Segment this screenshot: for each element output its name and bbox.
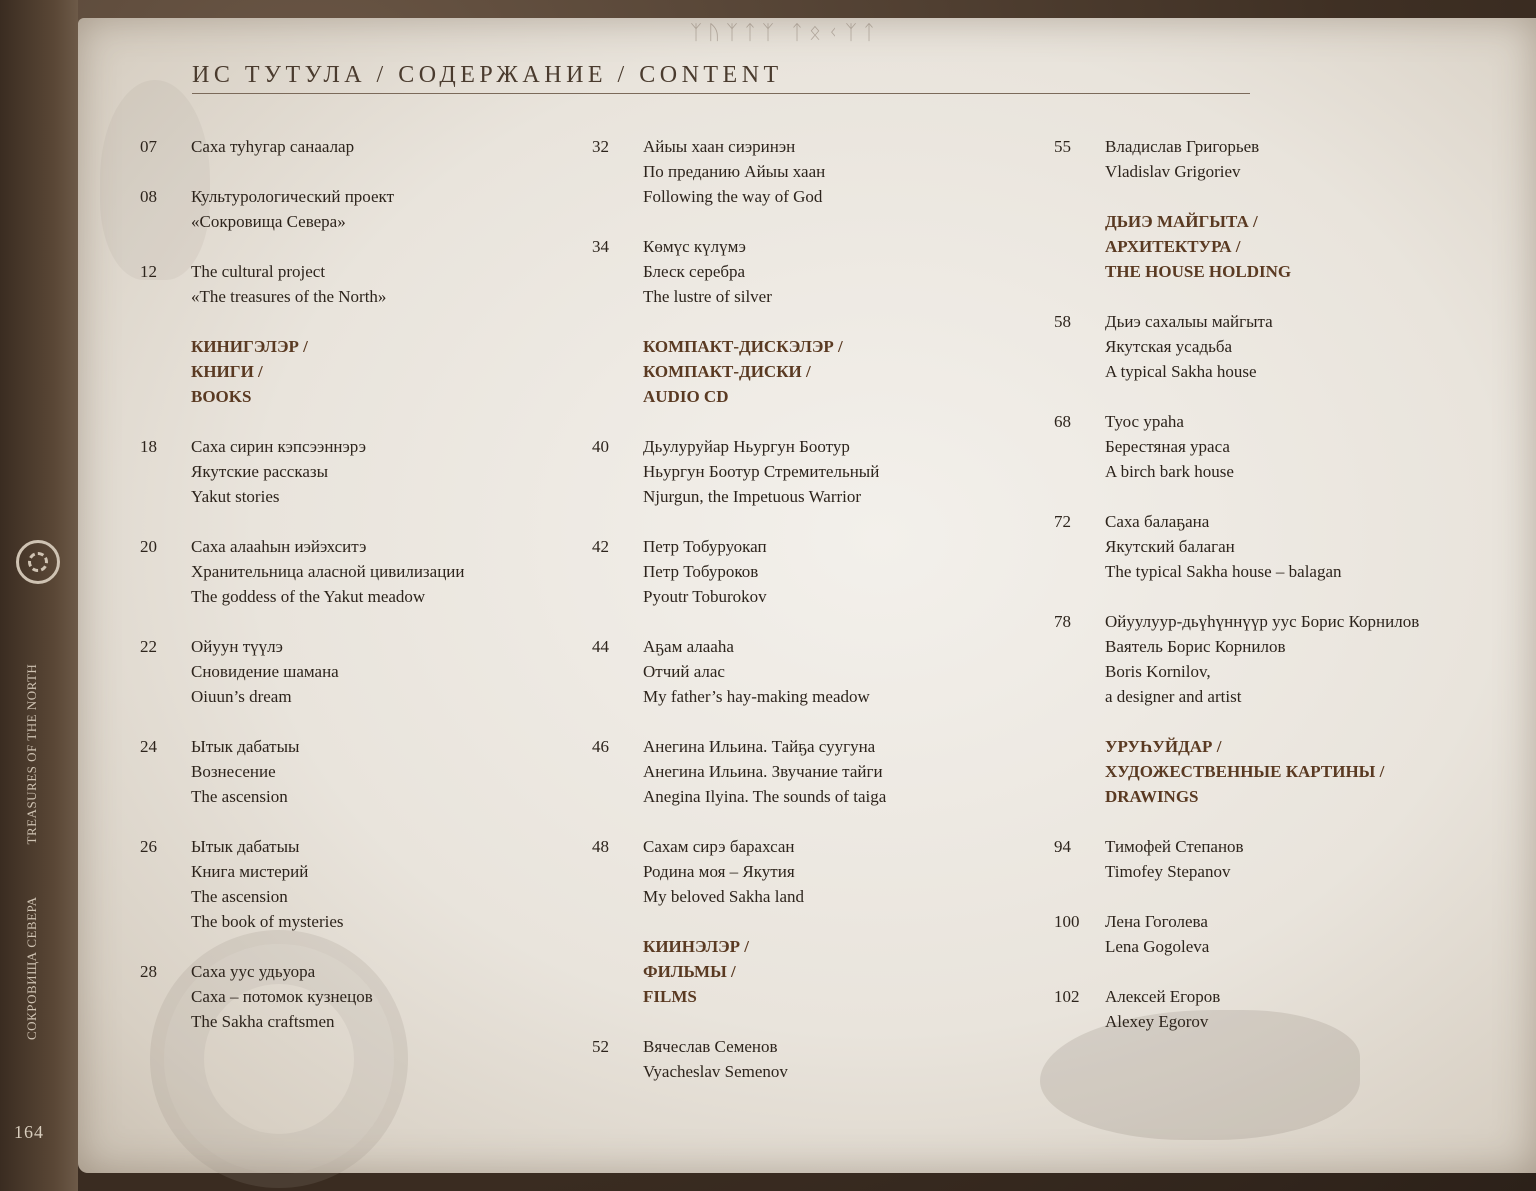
- toc-entry-page-number: 24: [140, 737, 157, 756]
- toc-entry: [1054, 609, 1524, 709]
- toc-entry-title-line: Дьулуруйар Ньургун Боотур: [643, 437, 850, 456]
- toc-entry-title-line: My beloved Sakha land: [643, 887, 804, 906]
- toc-entry-title-line: Alexey Egorov: [1105, 1012, 1209, 1031]
- toc-entry-page-number: 100: [1054, 912, 1080, 931]
- toc-entry-title-line: The ascension: [191, 787, 288, 806]
- toc-entry-title-line: Anegina Ilyina. The sounds of taiga: [643, 787, 887, 806]
- toc-entry-titles: [191, 134, 580, 159]
- toc-entry-title-line: Аҕам алааһа: [643, 637, 734, 656]
- toc-entry-title-line: Boris Kornilov,: [1105, 662, 1211, 681]
- title-underline: [192, 93, 1250, 94]
- toc-entry-title-line: Якутские рассказы: [191, 462, 329, 481]
- toc-entry-title-line: Тимофей Степанов: [1105, 837, 1244, 856]
- toc-entry-title-line: Lena Gogoleva: [1105, 937, 1210, 956]
- toc-section-heading: [592, 934, 1032, 1009]
- toc-entry-title-line: Книга мистерий: [191, 862, 309, 881]
- toc-section-heading-line: BOOKS: [191, 387, 252, 406]
- toc-entry-titles: [1105, 834, 1524, 884]
- toc-entry-title-line: Якутская усадьба: [1105, 337, 1233, 356]
- toc-entry-page-number: 72: [1054, 512, 1071, 531]
- toc-entry-page-number: 78: [1054, 612, 1071, 631]
- toc-entry: [1054, 509, 1524, 584]
- toc-entry-title-line: Сновидение шамана: [191, 662, 339, 681]
- toc-entry-titles: [191, 834, 580, 934]
- toc-entry-titles: [643, 834, 1032, 909]
- toc-entry-title-line: Ытык дабатыы: [191, 837, 300, 856]
- toc-entry-titles: [643, 634, 1032, 709]
- toc-entry-title-line: Саха туһугар санаалар: [191, 137, 355, 156]
- toc-section-heading-line: ФИЛЬМЫ /: [643, 962, 736, 981]
- toc-section-heading-line: FILMS: [643, 987, 697, 1006]
- toc-entry-title-line: Лена Гоголева: [1105, 912, 1208, 931]
- toc-column-3: [1054, 134, 1524, 1059]
- toc-entry-page-number: 42: [592, 537, 609, 556]
- toc-entry: [592, 234, 1032, 309]
- toc-entry-titles: [191, 434, 580, 509]
- toc-entry-title-line: Анегина Ильина. Звучание тайги: [643, 762, 883, 781]
- toc-entry-page-number: 102: [1054, 987, 1080, 1006]
- toc-entry-title-line: Vyacheslav Semenov: [643, 1062, 788, 1081]
- toc-entry-title-line: «Сокровища Севера»: [191, 212, 346, 231]
- emblem-icon: [16, 540, 60, 584]
- toc-entry: [1054, 984, 1524, 1034]
- toc-entry-title-line: Культурологический проект: [191, 187, 395, 206]
- toc-section-heading-line: ХУДОЖЕСТВЕННЫЕ КАРТИНЫ /: [1105, 762, 1385, 781]
- toc-entry-title-line: Ваятель Борис Корнилов: [1105, 637, 1286, 656]
- toc-entry-titles: [643, 134, 1032, 209]
- toc-entry-titles: [643, 734, 1032, 809]
- toc-entry-title-line: Петр Тобуроков: [643, 562, 759, 581]
- toc-entry-titles: [1105, 984, 1524, 1034]
- toc-entry-title-line: The Sakha craftsmen: [191, 1012, 335, 1031]
- toc-section-heading: [140, 334, 580, 409]
- toc-entry-titles: [1105, 909, 1524, 959]
- toc-entry-titles: [1105, 409, 1524, 484]
- toc-entry-title-line: Вячеслав Семенов: [643, 1037, 778, 1056]
- toc-entry-title-line: The book of mysteries: [191, 912, 344, 931]
- toc-section-heading-line: THE HOUSE HOLDING: [1105, 262, 1292, 281]
- toc-entry-page-number: 22: [140, 637, 157, 656]
- toc-entry: [592, 834, 1032, 909]
- toc-entry-title-line: A birch bark house: [1105, 462, 1234, 481]
- toc-entry-title-line: Родина моя – Якутия: [643, 862, 795, 881]
- toc-entry-title-line: Pyoutr Toburokov: [643, 587, 767, 606]
- toc-entry-title-line: The cultural project: [191, 262, 326, 281]
- toc-entry-title-line: Саха уус удьуора: [191, 962, 316, 981]
- toc-section-heading-line: AUDIO CD: [643, 387, 729, 406]
- toc-entry-title-line: «The treasures of the North»: [191, 287, 387, 306]
- toc-entry-titles: [191, 959, 580, 1034]
- toc-entry-title-line: Туос ураһа: [1105, 412, 1184, 431]
- toc-entry-page-number: 28: [140, 962, 157, 981]
- toc-entry: [592, 734, 1032, 809]
- toc-entry-titles: [1105, 309, 1524, 384]
- toc-entry: [140, 184, 580, 234]
- toc-entry: [592, 134, 1032, 209]
- toc-entry-title-line: My father’s hay-making meadow: [643, 687, 870, 706]
- toc-entry: [592, 434, 1032, 509]
- toc-entry: [140, 634, 580, 709]
- toc-entry-title-line: Following the way of God: [643, 187, 823, 206]
- toc-entry: [140, 534, 580, 609]
- toc-entry-title-line: Ойуулуур-дьүһүннүүр уус Борис Корнилов: [1105, 612, 1420, 631]
- toc-entry: [1054, 309, 1524, 384]
- toc-entry: [140, 434, 580, 509]
- toc-section-heading-line: КИИНЭЛЭР /: [643, 937, 750, 956]
- toc-entry: [1054, 134, 1524, 184]
- toc-entry-title-line: a designer and artist: [1105, 687, 1242, 706]
- side-vertical-text: [24, 440, 40, 1040]
- toc-entry-title-line: Петр Тобуруокап: [643, 537, 767, 556]
- toc-entry-title-line: Алексей Егоров: [1105, 987, 1221, 1006]
- toc-entry-titles: [1105, 509, 1524, 584]
- toc-entry-titles: [643, 434, 1032, 509]
- toc-entry-title-line: Yakut stories: [191, 487, 280, 506]
- toc-entry-title-line: The ascension: [191, 887, 288, 906]
- toc-section-heading-line: КИНИГЭЛЭР /: [191, 337, 308, 356]
- toc-entry-title-line: Vladislav Grigoriev: [1105, 162, 1241, 181]
- toc-entry-title-line: The typical Sakha house – balagan: [1105, 562, 1342, 581]
- toc-entry-title-line: Сахам сирэ барахсан: [643, 837, 795, 856]
- toc-entry-titles: [191, 259, 580, 309]
- toc-entry-page-number: 52: [592, 1037, 609, 1056]
- toc-section-heading-line: КОМПАКТ-ДИСКЭЛЭР /: [643, 337, 843, 356]
- toc-entry-title-line: The lustre of silver: [643, 287, 772, 306]
- toc-entry-title-line: The goddess of the Yakut meadow: [191, 587, 426, 606]
- toc-entry-title-line: Саха – потомок кузнецов: [191, 987, 373, 1006]
- side-text-ru: СОКРОВИЩА СЕВЕРА: [24, 896, 39, 1040]
- toc-entry-title-line: Анегина Ильина. Тайҕа суугуна: [643, 737, 876, 756]
- toc-section-heading: [1054, 209, 1524, 284]
- toc-entry-page-number: 34: [592, 237, 609, 256]
- toc-entry-title-line: Njurgun, the Impetuous Warrior: [643, 487, 862, 506]
- toc-entry-title-line: Вознесение: [191, 762, 276, 781]
- toc-entry: [140, 134, 580, 159]
- toc-entry-title-line: Саха сирин кэпсээннэрэ: [191, 437, 367, 456]
- left-edge-band: [0, 0, 78, 1191]
- toc-entry-title-line: Блеск серебра: [643, 262, 746, 281]
- side-text-en: TREASURES OF THE NORTH: [24, 663, 39, 845]
- toc-entry: [592, 1034, 1032, 1084]
- toc-entry-titles: [1105, 134, 1524, 184]
- toc-entry-titles: [191, 634, 580, 709]
- toc-entry-title-line: Ньургун Боотур Стремительный: [643, 462, 880, 481]
- toc-entry-title-line: Айыы хаан сиэринэн: [643, 137, 796, 156]
- toc-entry-page-number: 18: [140, 437, 157, 456]
- page-number: 164: [14, 1122, 44, 1142]
- toc-entry: [1054, 409, 1524, 484]
- toc-section-heading-line: DRAWINGS: [1105, 787, 1199, 806]
- toc-entry-title-line: Хранительница аласной цивилизации: [191, 562, 465, 581]
- toc-entry-title-line: Ойуун түүлэ: [191, 637, 283, 656]
- toc-section-heading: [1054, 734, 1524, 809]
- toc-entry: [140, 734, 580, 809]
- toc-entry-page-number: 46: [592, 737, 609, 756]
- toc-entry: [1054, 834, 1524, 884]
- toc-entry-page-number: 07: [140, 137, 157, 156]
- toc-entry: [592, 634, 1032, 709]
- toc-section-heading-line: АРХИТЕКТУРА /: [1105, 237, 1241, 256]
- toc-section-heading-line: КНИГИ /: [191, 362, 263, 381]
- toc-entry-title-line: Саха алааһын иэйэхситэ: [191, 537, 367, 556]
- toc-entry-titles: [643, 234, 1032, 309]
- toc-section-heading-line: УРУҺУЙДАР /: [1105, 737, 1222, 756]
- toc-entry-page-number: 58: [1054, 312, 1071, 331]
- toc-entry-title-line: Владислав Григорьев: [1105, 137, 1260, 156]
- toc-entry-title-line: Якутский балаган: [1105, 537, 1235, 556]
- toc-entry: [592, 534, 1032, 609]
- toc-entry-page-number: 68: [1054, 412, 1071, 431]
- toc-entry-titles: [643, 1034, 1032, 1084]
- toc-entry: [1054, 909, 1524, 959]
- toc-entry-page-number: 44: [592, 637, 609, 656]
- toc-entry-titles: [1105, 609, 1524, 709]
- page-title: ИС ТУТУЛА / СОДЕРЖАНИЕ / CONTENT: [192, 62, 783, 88]
- toc-entry: [140, 834, 580, 934]
- toc-entry-titles: [191, 184, 580, 234]
- toc-entry-page-number: 48: [592, 837, 609, 856]
- toc-section-heading: [592, 334, 1032, 409]
- toc-entry-title-line: Timofey Stepanov: [1105, 862, 1231, 881]
- toc-entry-title-line: Саха балаҕана: [1105, 512, 1210, 531]
- toc-entry-title-line: Oiuun’s dream: [191, 687, 292, 706]
- toc-entry-title-line: Берестяная ураса: [1105, 437, 1230, 456]
- toc-entry-titles: [191, 534, 580, 609]
- toc-section-heading-line: ДЬИЭ МАЙГЫТА /: [1105, 212, 1258, 231]
- toc-entry-title-line: Ытык дабатыы: [191, 737, 300, 756]
- toc-column-1: [140, 134, 580, 1059]
- toc-entry-titles: [643, 534, 1032, 609]
- toc-entry-title-line: A typical Sakha house: [1105, 362, 1257, 381]
- toc-entry-page-number: 26: [140, 837, 157, 856]
- toc-entry-titles: [191, 734, 580, 809]
- toc-entry-page-number: 40: [592, 437, 609, 456]
- toc-entry-page-number: 32: [592, 137, 609, 156]
- toc-entry-page-number: 94: [1054, 837, 1071, 856]
- toc-entry-title-line: Дьиэ сахалыы майгыта: [1105, 312, 1273, 331]
- toc-entry-title-line: По преданию Айыы хаан: [643, 162, 826, 181]
- toc-entry-page-number: 08: [140, 187, 157, 206]
- toc-entry-title-line: Көмүс күлүмэ: [643, 237, 746, 256]
- toc-column-2: [592, 134, 1032, 1109]
- toc-entry-page-number: 20: [140, 537, 157, 556]
- toc-entry: [140, 259, 580, 309]
- toc-entry-page-number: 12: [140, 262, 157, 281]
- rune-inscription-decoration: ᛉᚢᛉᛏᛉ ᛏᛟᚲᛉᛏ: [690, 22, 881, 44]
- toc-entry: [140, 959, 580, 1034]
- toc-entry-title-line: Отчий алас: [643, 662, 725, 681]
- toc-section-heading-line: КОМПАКТ-ДИСКИ /: [643, 362, 811, 381]
- toc-entry-page-number: 55: [1054, 137, 1071, 156]
